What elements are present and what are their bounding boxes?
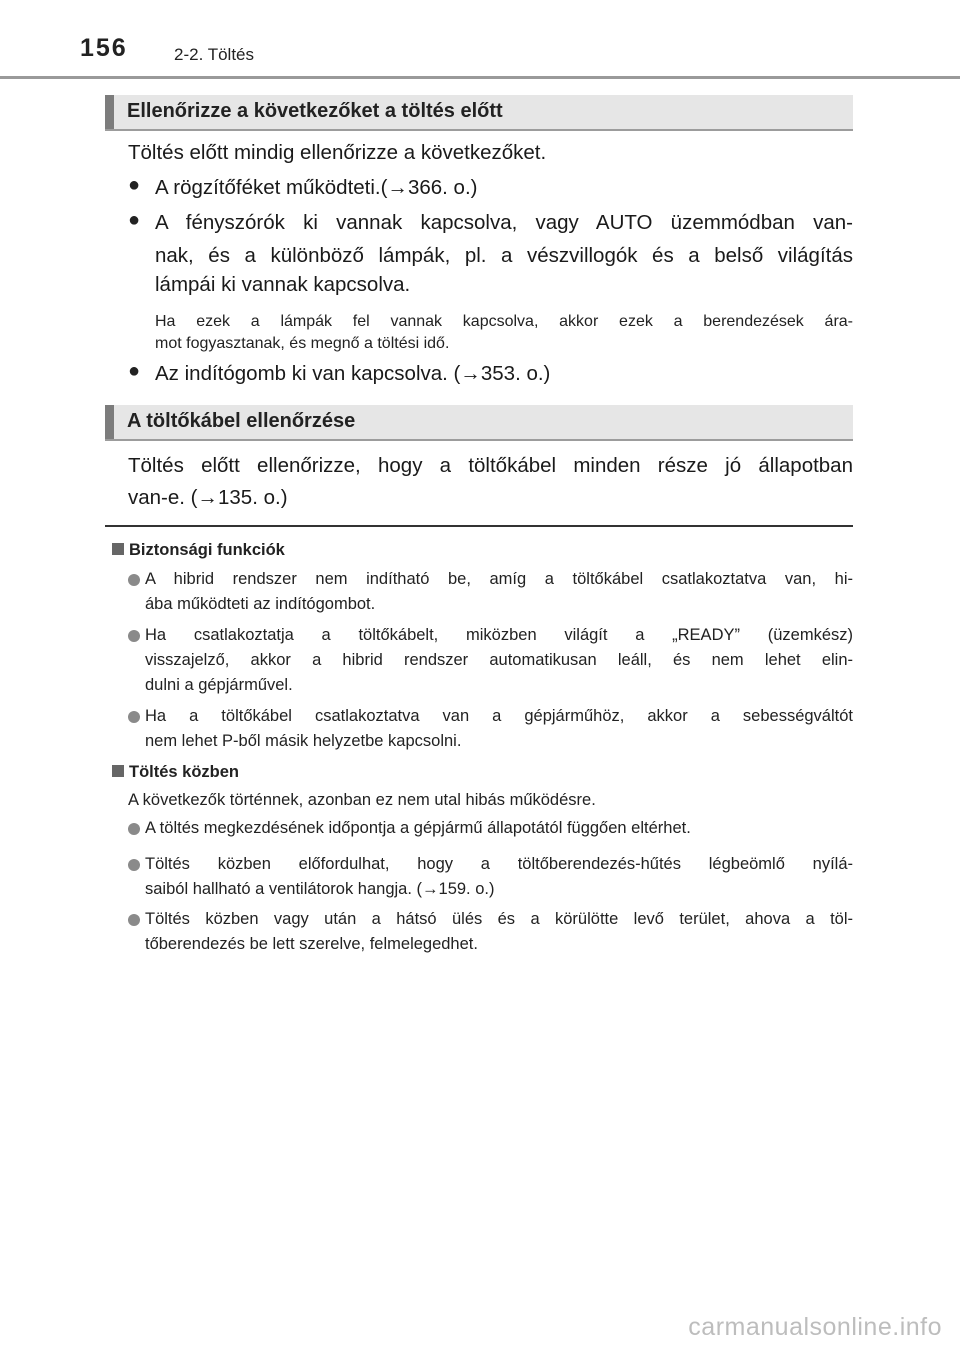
list-item-text: Ha csatlakoztatja a töltőkábelt, miközben világít a „READY” (üzemkész) [145,626,853,644]
list-item-text: nem lehet P-ből másik helyzetbe kapcsolni. [145,732,462,750]
bullet-text: Az indítógomb ki van kapcsolva. (→353. o.) [155,362,551,385]
chapter-title: 2-2. Töltés [174,45,255,64]
section-body: Töltés előtt ellenőrizze, hogy a töltőkábel minden része jó állapotban [128,454,853,477]
section-accent [105,95,114,129]
section-accent [105,405,114,439]
list-item-text: A hibrid rendszer nem indítható be, amíg a töltőkábel csatlakoztatva van, hi- [145,570,853,588]
list-item-text: A töltés megkezdésének időpontja a gépjármű állapotától függően eltérhet. [145,819,691,837]
section-title: A töltőkábel ellenőrzése [127,410,356,432]
dot-bullet-icon [128,711,140,723]
note-text: Ha ezek a lámpák fel vannak kapcsolva, akkor ezek a berendezések ára- [155,313,853,330]
dot-bullet-icon [128,914,140,926]
dot-bullet-icon [128,859,140,871]
list-item-text: dulni a gépjárművel. [145,676,293,694]
subsection-intro: A következők történnek, azonban ez nem utal hibás működésre. [128,791,596,809]
bullet-text: lámpái ki vannak kapcsolva. [155,273,411,296]
subheading-text: Töltés közben [129,763,240,781]
subheading-text: Biztonsági funkciók [129,541,285,559]
list-item-text: Töltés közben vagy után a hátsó ülés és a körülötte levő terület, ahova a töl- [145,910,853,928]
square-bullet-icon [112,765,124,777]
subheading [112,763,239,782]
list-item-text: ába működteti az indítógombot. [145,595,376,613]
dot-bullet-icon [128,574,140,586]
list-item-text: tőberendezés be lett szerelve, felmelegedhet. [145,935,478,953]
list-item-text: Ha a töltőkábel csatlakoztatva van a gépjárműhöz, akkor a sebességváltót [145,707,853,725]
section-heading-check-before-charging [105,95,853,131]
divider [105,525,853,527]
square-bullet-icon [112,543,124,555]
section-heading-cable-check [105,405,853,441]
page-header [0,0,960,80]
section-body: van-e. (→135. o.) [128,486,288,509]
dot-bullet-icon [128,823,140,835]
list-item-text: saiból hallható a ventilátorok hangja. (→159. o.) [145,880,495,898]
page-number: 156 [80,34,128,62]
bullet-icon: ● [128,360,141,382]
list-item-text: Töltés közben előfordulhat, hogy a töltőberendezés-hűtés légbeömlő nyílá- [145,855,853,873]
bullet-icon: ● [128,174,141,196]
subheading [112,541,285,560]
bullet-text: A fényszórók ki vannak kapcsolva, vagy AUTO üzemmódban van- [155,211,853,234]
section-intro: Töltés előtt mindig ellenőrizze a következőket. [128,141,547,164]
bullet-text: nak, és a különböző lámpák, pl. a vészvillogók és a belső világítás [155,244,853,267]
header-rule [0,76,960,79]
list-item-text: visszajelző, akkor a hibrid rendszer automatikusan leáll, és nem lehet elin- [145,651,853,669]
bullet-icon: ● [128,209,141,231]
dot-bullet-icon [128,630,140,642]
watermark: carmanualsonline.info [688,1313,942,1341]
bullet-text: A rögzítőféket működteti.(→366. o.) [155,176,478,199]
section-title: Ellenőrizze a következőket a töltés előtt [127,100,503,122]
note-text: mot fogyasztanak, és megnő a töltési idő. [155,335,450,352]
